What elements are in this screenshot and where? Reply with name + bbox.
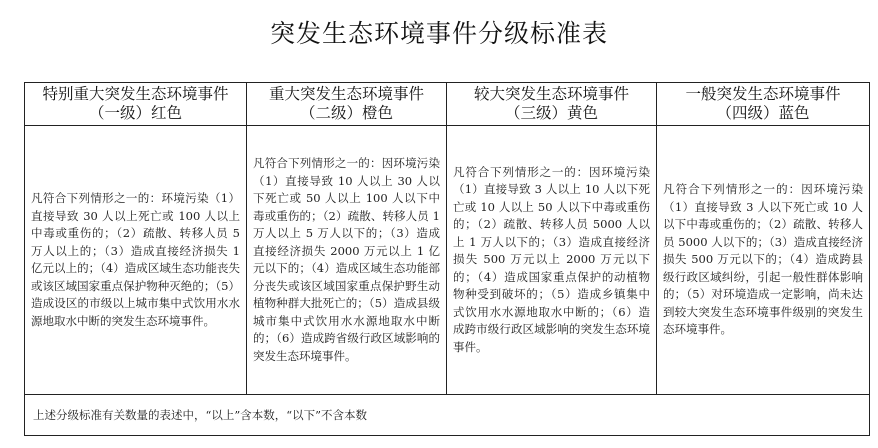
criteria-level-3: 凡符合下列情形之一的：因环境污染（1）直接导致 3 人以上 10 人以下死亡或 10 人以上 50 人以下中毒或重伤的；（2）疏散、转移人员 5000 人以上 1 万人以下的；（3）造成直接经济损失 500 万元以上 2000 万元以下的；（4）造成国家重点保护的动植物物种受到破坏的；（5）造成乡镇集中式饮用水水源地取水中断的；（6）造成跨市级行政区域影响的突发生态环境事件。 <box>447 126 657 395</box>
header-level-4-name: 一般突发生态环境事件 <box>685 85 841 103</box>
grading-table <box>24 82 870 436</box>
header-level-1-grade: （一级）红色 <box>88 104 182 122</box>
header-level-2 <box>247 83 447 126</box>
header-level-3 <box>447 83 657 126</box>
header-level-4 <box>657 83 870 126</box>
header-level-3-grade: （三级）黄色 <box>504 104 598 122</box>
header-level-2-name: 重大突发生态环境事件 <box>268 85 424 103</box>
criteria-level-1: 凡符合下列情形之一的：环境污染（1）直接导致 30 人以上死亡或 100 人以上中毒或重伤的；（2）疏散、转移人员 5 万人以上的；（3）造成直接经济损失 1 亿元以上的；（4）造成区域生态功能丧失或该区域国家重点保护物种灭绝的；（5）造成设区的市级以上城市集中式饮用水水源地取水中断的突发生态环境事件。 <box>25 126 247 395</box>
header-level-4-grade: （四级）蓝色 <box>716 104 810 122</box>
criteria-row <box>25 126 870 395</box>
criteria-level-2: 凡符合下列情形之一的：因环境污染（1）直接导致 10 人以上 30 人以下死亡或 50 人以上 100 人以下中毒或重伤的；（2）疏散、转移人员 1 万人以上 5 万人以下的；（3）造成直接经济损失 2000 万元以上 1 亿元以下的；（4）造成区域生态功能部分丧失或该区域国家重点保护野生动植物种群大批死亡的；（5）造成县级城市集中式饮用水水源地取水中断的；（6）造成跨省级行政区域影响的突发生态环境事件。 <box>247 126 447 395</box>
footer-row <box>25 395 870 436</box>
page-title: 突发生态环境事件分级标准表 <box>269 19 608 48</box>
header-row <box>25 83 870 126</box>
header-level-1-name: 特别重大突发生态环境事件 <box>42 85 229 103</box>
criteria-level-4: 凡符合下列情形之一的：因环境污染（1）直接导致 3 人以下死亡或 10 人以下中毒或重伤的；（2）疏散、转移人员 5000 人以下的；（3）造成直接经济损失 500 万元以下的；（4）造成跨县级行政区域纠纷，引起一般性群体影响的；（5）对环境造成一定影响，尚未达到较大突发生态环境事件级别的突发生态环境事件。 <box>657 126 870 395</box>
header-level-2-grade: （二级）橙色 <box>299 104 393 122</box>
footer-note: 上述分级标准有关数量的表述中，“以上”含本数，“以下”不含本数 <box>25 395 870 436</box>
header-level-3-name: 较大突发生态环境事件 <box>473 85 629 103</box>
header-level-1 <box>25 83 247 126</box>
